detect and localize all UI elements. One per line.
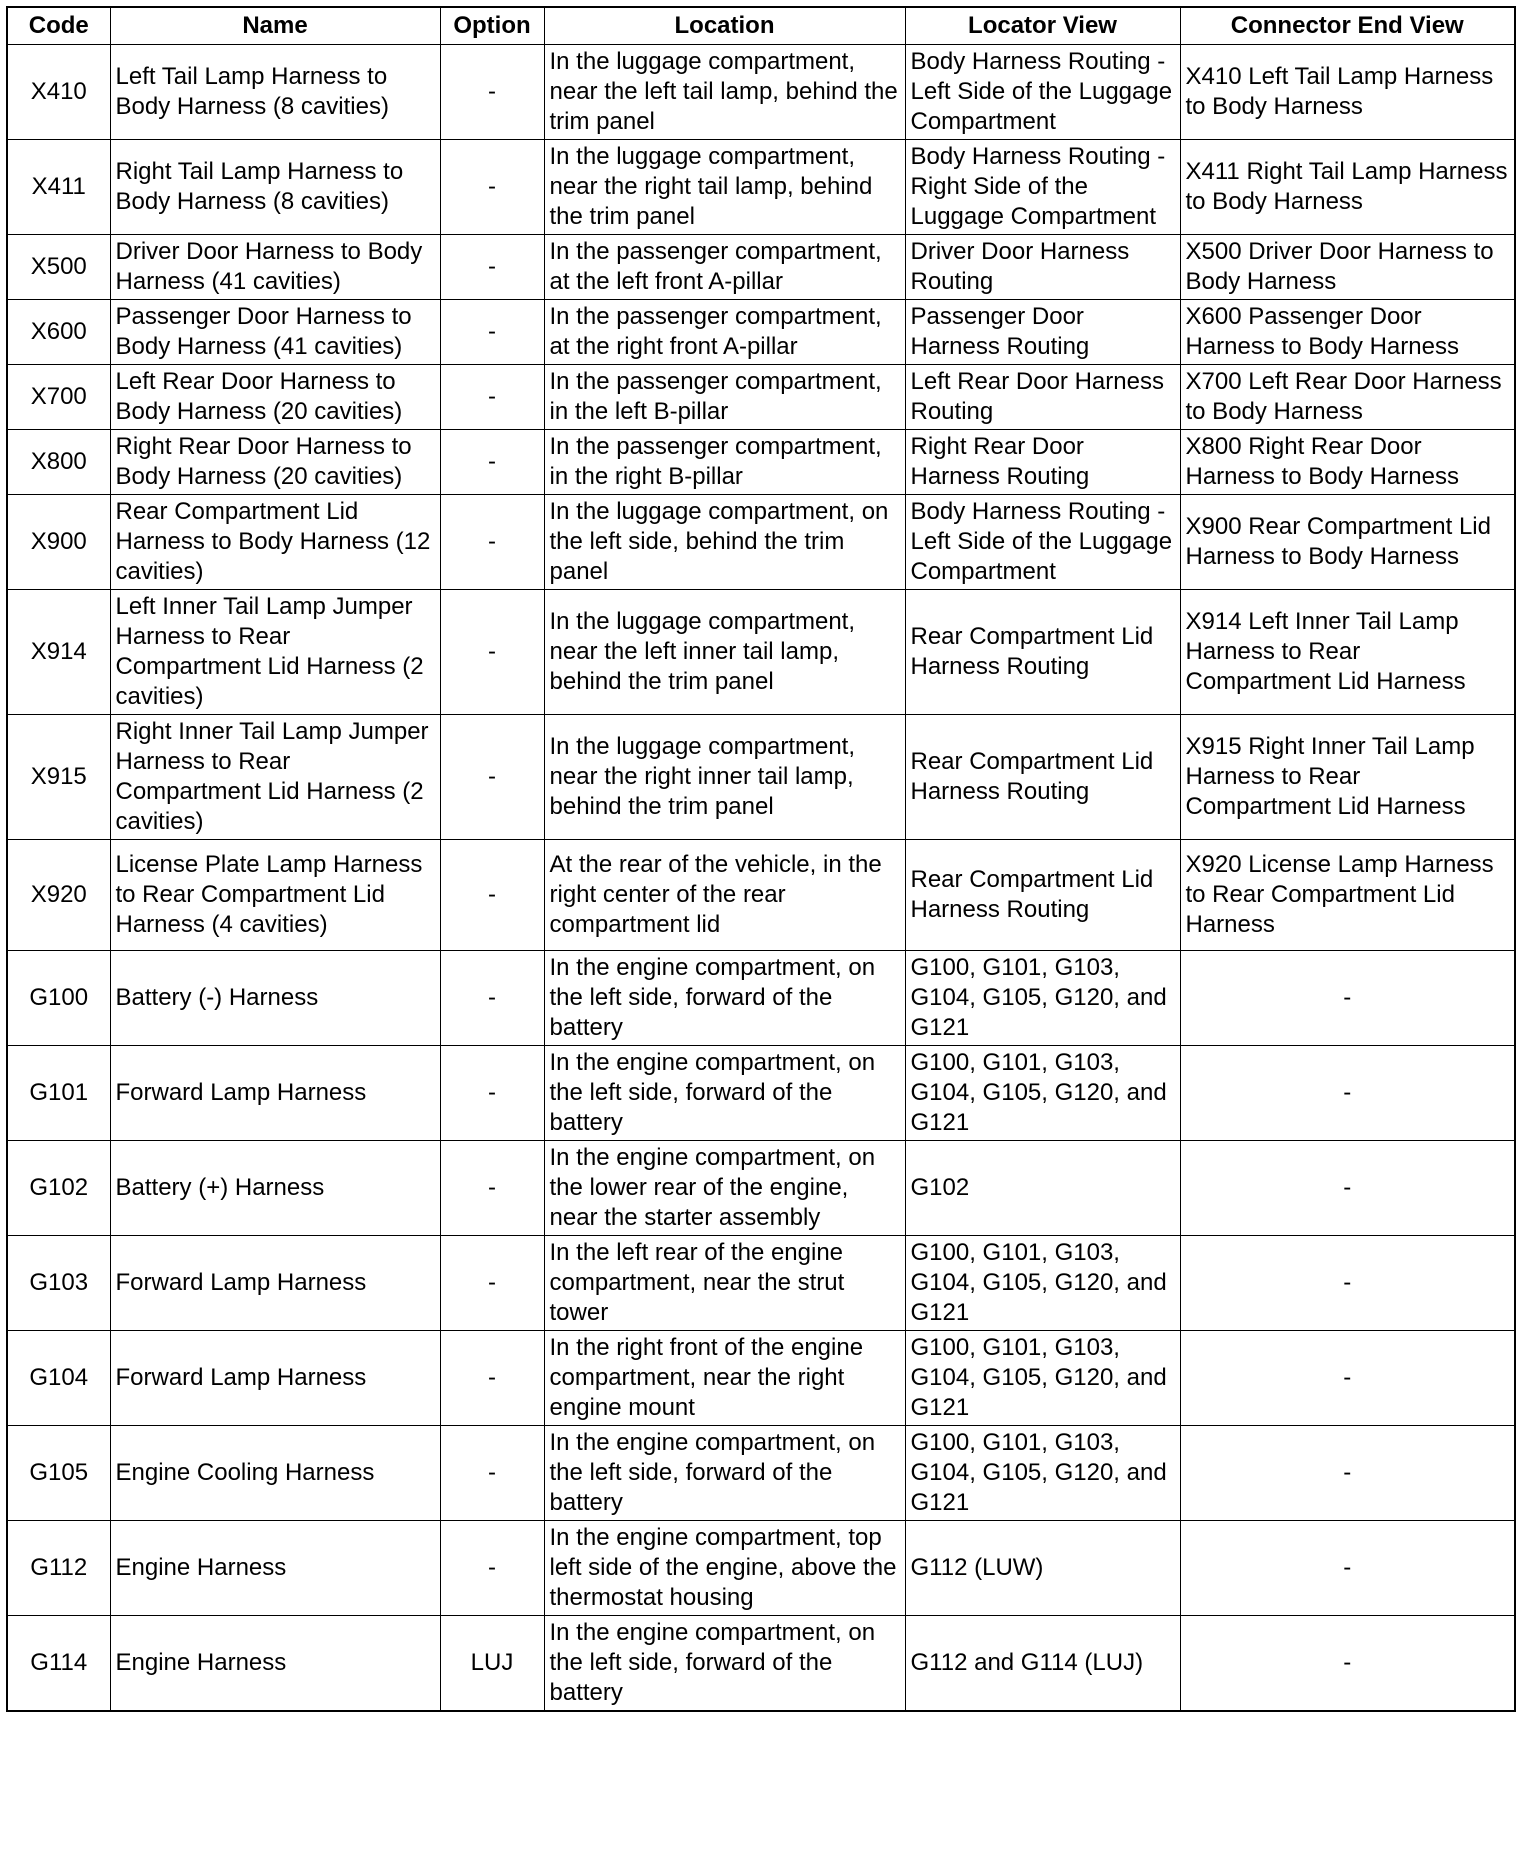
cell-location: In the engine compartment, on the left side, forward of the battery xyxy=(544,951,905,1046)
cell-locator-view: Rear Compartment Lid Harness Routing xyxy=(905,590,1180,715)
cell-option: - xyxy=(440,951,544,1046)
cell-locator-view: G100, G101, G103, G104, G105, G120, and G121 xyxy=(905,1046,1180,1141)
cell-connector-end-view: - xyxy=(1180,1426,1515,1521)
cell-location: In the engine compartment, on the lower rear of the engine, near the starter assembly xyxy=(544,1141,905,1236)
column-header-connector-end-view: Connector End View xyxy=(1180,7,1515,45)
table-row xyxy=(7,300,1515,365)
cell-connector-end-view: - xyxy=(1180,1046,1515,1141)
cell-code: G101 xyxy=(7,1046,110,1141)
table-row xyxy=(7,715,1515,840)
cell-name: Forward Lamp Harness xyxy=(110,1331,440,1426)
cell-option: - xyxy=(440,1236,544,1331)
cell-locator-view: G112 (LUW) xyxy=(905,1521,1180,1616)
cell-connector-end-view: X700 Left Rear Door Harness to Body Harness xyxy=(1180,365,1515,430)
table-row xyxy=(7,1616,1515,1712)
column-header-location: Location xyxy=(544,7,905,45)
cell-locator-view: Driver Door Harness Routing xyxy=(905,235,1180,300)
table-row xyxy=(7,590,1515,715)
connector-table-sheet xyxy=(6,6,1516,1712)
cell-locator-view: Right Rear Door Harness Routing xyxy=(905,430,1180,495)
cell-locator-view: Passenger Door Harness Routing xyxy=(905,300,1180,365)
cell-option: - xyxy=(440,300,544,365)
cell-locator-view: Rear Compartment Lid Harness Routing xyxy=(905,840,1180,951)
table-row xyxy=(7,840,1515,951)
cell-location: In the passenger compartment, in the right B-pillar xyxy=(544,430,905,495)
cell-location: In the luggage compartment, on the left side, behind the trim panel xyxy=(544,495,905,590)
cell-code: X920 xyxy=(7,840,110,951)
cell-code: X600 xyxy=(7,300,110,365)
table-row xyxy=(7,140,1515,235)
cell-option: - xyxy=(440,715,544,840)
table-row xyxy=(7,1331,1515,1426)
cell-name: Driver Door Harness to Body Harness (41 cavities) xyxy=(110,235,440,300)
cell-code: G104 xyxy=(7,1331,110,1426)
cell-location: In the engine compartment, on the left side, forward of the battery xyxy=(544,1616,905,1712)
column-header-name: Name xyxy=(110,7,440,45)
cell-name: Engine Harness xyxy=(110,1521,440,1616)
cell-location: In the left rear of the engine compartment, near the strut tower xyxy=(544,1236,905,1331)
cell-code: X915 xyxy=(7,715,110,840)
cell-connector-end-view: X914 Left Inner Tail Lamp Harness to Rear Compartment Lid Harness xyxy=(1180,590,1515,715)
header-row xyxy=(7,7,1515,45)
cell-locator-view: G100, G101, G103, G104, G105, G120, and G121 xyxy=(905,1236,1180,1331)
cell-code: X500 xyxy=(7,235,110,300)
cell-name: Left Inner Tail Lamp Jumper Harness to Rear Compartment Lid Harness (2 cavities) xyxy=(110,590,440,715)
cell-name: Engine Cooling Harness xyxy=(110,1426,440,1521)
cell-connector-end-view: X500 Driver Door Harness to Body Harness xyxy=(1180,235,1515,300)
cell-locator-view: G100, G101, G103, G104, G105, G120, and G121 xyxy=(905,1331,1180,1426)
cell-name: Right Rear Door Harness to Body Harness (20 cavities) xyxy=(110,430,440,495)
connector-table xyxy=(6,6,1516,1712)
cell-code: X900 xyxy=(7,495,110,590)
cell-connector-end-view: - xyxy=(1180,1236,1515,1331)
cell-name: Passenger Door Harness to Body Harness (41 cavities) xyxy=(110,300,440,365)
cell-option: - xyxy=(440,1426,544,1521)
table-row xyxy=(7,45,1515,140)
cell-code: G100 xyxy=(7,951,110,1046)
cell-connector-end-view: X410 Left Tail Lamp Harness to Body Harness xyxy=(1180,45,1515,140)
cell-connector-end-view: - xyxy=(1180,1331,1515,1426)
cell-option: - xyxy=(440,590,544,715)
cell-name: Right Tail Lamp Harness to Body Harness (8 cavities) xyxy=(110,140,440,235)
cell-option: - xyxy=(440,365,544,430)
cell-location: In the luggage compartment, near the left inner tail lamp, behind the trim panel xyxy=(544,590,905,715)
cell-option: - xyxy=(440,430,544,495)
cell-location: In the engine compartment, top left side of the engine, above the thermostat housing xyxy=(544,1521,905,1616)
cell-option: - xyxy=(440,1331,544,1426)
cell-code: G114 xyxy=(7,1616,110,1712)
table-row xyxy=(7,235,1515,300)
cell-connector-end-view: - xyxy=(1180,1521,1515,1616)
cell-name: Left Tail Lamp Harness to Body Harness (8 cavities) xyxy=(110,45,440,140)
cell-connector-end-view: X900 Rear Compartment Lid Harness to Body Harness xyxy=(1180,495,1515,590)
cell-code: G103 xyxy=(7,1236,110,1331)
cell-connector-end-view: X600 Passenger Door Harness to Body Harness xyxy=(1180,300,1515,365)
cell-locator-view: G100, G101, G103, G104, G105, G120, and G121 xyxy=(905,951,1180,1046)
cell-code: G102 xyxy=(7,1141,110,1236)
cell-code: X800 xyxy=(7,430,110,495)
cell-locator-view: G102 xyxy=(905,1141,1180,1236)
column-header-option: Option xyxy=(440,7,544,45)
cell-code: X914 xyxy=(7,590,110,715)
cell-locator-view: G112 and G114 (LUJ) xyxy=(905,1616,1180,1712)
column-header-locator-view: Locator View xyxy=(905,7,1180,45)
cell-name: Right Inner Tail Lamp Jumper Harness to Rear Compartment Lid Harness (2 cavities) xyxy=(110,715,440,840)
cell-locator-view: G100, G101, G103, G104, G105, G120, and G121 xyxy=(905,1426,1180,1521)
cell-location: In the passenger compartment, at the right front A-pillar xyxy=(544,300,905,365)
cell-code: X700 xyxy=(7,365,110,430)
cell-option: - xyxy=(440,1521,544,1616)
cell-location: In the right front of the engine compartment, near the right engine mount xyxy=(544,1331,905,1426)
cell-name: Engine Harness xyxy=(110,1616,440,1712)
cell-connector-end-view: X411 Right Tail Lamp Harness to Body Harness xyxy=(1180,140,1515,235)
table-row xyxy=(7,1521,1515,1616)
cell-option: - xyxy=(440,235,544,300)
table-row xyxy=(7,1046,1515,1141)
cell-name: Battery (-) Harness xyxy=(110,951,440,1046)
cell-location: In the engine compartment, on the left side, forward of the battery xyxy=(544,1046,905,1141)
cell-location: In the luggage compartment, near the right tail lamp, behind the trim panel xyxy=(544,140,905,235)
cell-connector-end-view: - xyxy=(1180,1141,1515,1236)
cell-connector-end-view: - xyxy=(1180,1616,1515,1712)
cell-location: In the luggage compartment, near the right inner tail lamp, behind the trim panel xyxy=(544,715,905,840)
cell-name: Forward Lamp Harness xyxy=(110,1236,440,1331)
cell-location: In the luggage compartment, near the left tail lamp, behind the trim panel xyxy=(544,45,905,140)
cell-name: Battery (+) Harness xyxy=(110,1141,440,1236)
table-row xyxy=(7,1141,1515,1236)
cell-location: In the passenger compartment, in the left B-pillar xyxy=(544,365,905,430)
table-row xyxy=(7,951,1515,1046)
cell-connector-end-view: - xyxy=(1180,951,1515,1046)
cell-connector-end-view: X800 Right Rear Door Harness to Body Harness xyxy=(1180,430,1515,495)
cell-code: G105 xyxy=(7,1426,110,1521)
cell-option: - xyxy=(440,495,544,590)
cell-name: Rear Compartment Lid Harness to Body Harness (12 cavities) xyxy=(110,495,440,590)
cell-location: At the rear of the vehicle, in the right center of the rear compartment lid xyxy=(544,840,905,951)
cell-locator-view: Body Harness Routing - Right Side of the Luggage Compartment xyxy=(905,140,1180,235)
cell-option: - xyxy=(440,1141,544,1236)
cell-locator-view: Rear Compartment Lid Harness Routing xyxy=(905,715,1180,840)
cell-code: G112 xyxy=(7,1521,110,1616)
cell-option: LUJ xyxy=(440,1616,544,1712)
cell-locator-view: Left Rear Door Harness Routing xyxy=(905,365,1180,430)
cell-locator-view: Body Harness Routing - Left Side of the Luggage Compartment xyxy=(905,495,1180,590)
cell-connector-end-view: X920 License Lamp Harness to Rear Compartment Lid Harness xyxy=(1180,840,1515,951)
cell-location: In the passenger compartment, at the left front A-pillar xyxy=(544,235,905,300)
cell-code: X410 xyxy=(7,45,110,140)
cell-name: License Plate Lamp Harness to Rear Compartment Lid Harness (4 cavities) xyxy=(110,840,440,951)
cell-locator-view: Body Harness Routing - Left Side of the Luggage Compartment xyxy=(905,45,1180,140)
cell-option: - xyxy=(440,840,544,951)
cell-name: Forward Lamp Harness xyxy=(110,1046,440,1141)
table-row xyxy=(7,1236,1515,1331)
column-header-code: Code xyxy=(7,7,110,45)
cell-option: - xyxy=(440,45,544,140)
table-row xyxy=(7,495,1515,590)
table-row xyxy=(7,365,1515,430)
cell-option: - xyxy=(440,140,544,235)
cell-location: In the engine compartment, on the left side, forward of the battery xyxy=(544,1426,905,1521)
cell-name: Left Rear Door Harness to Body Harness (20 cavities) xyxy=(110,365,440,430)
cell-code: X411 xyxy=(7,140,110,235)
table-row xyxy=(7,430,1515,495)
cell-connector-end-view: X915 Right Inner Tail Lamp Harness to Rear Compartment Lid Harness xyxy=(1180,715,1515,840)
table-row xyxy=(7,1426,1515,1521)
cell-option: - xyxy=(440,1046,544,1141)
